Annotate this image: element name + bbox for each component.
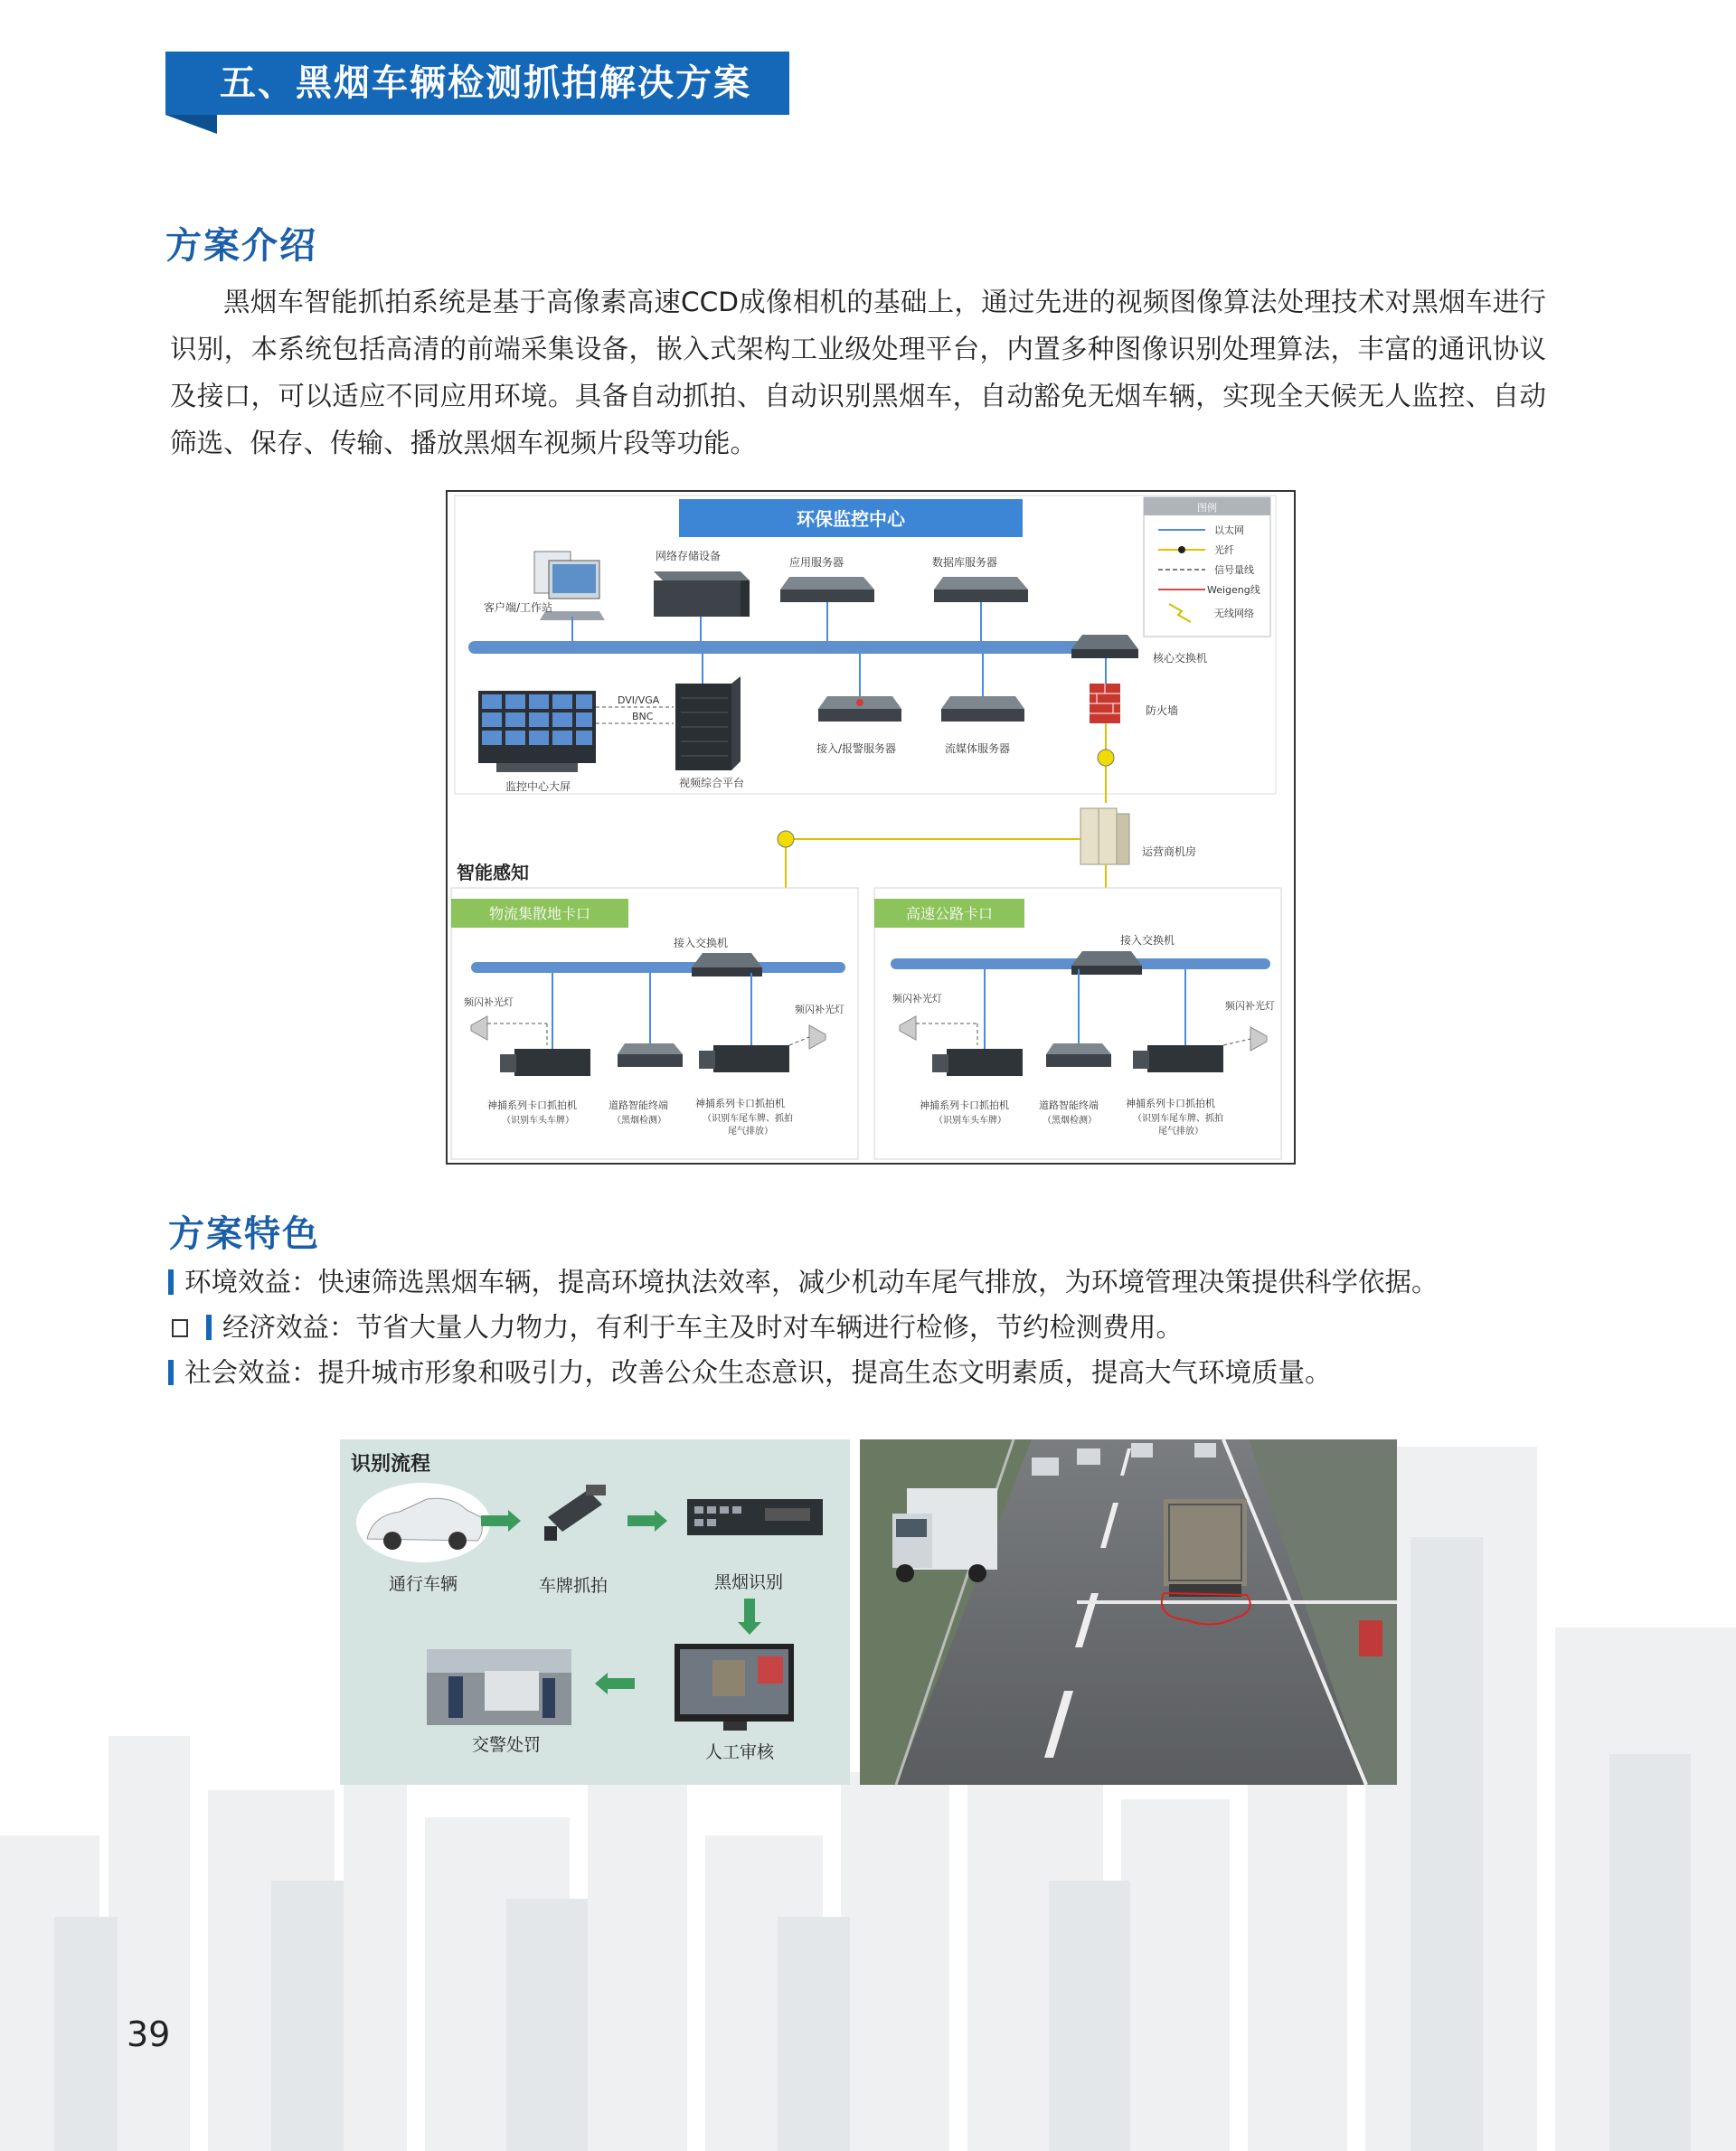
camera-sub-label: （识别车头车牌） <box>934 1116 1006 1126</box>
camera-sub-label: （识别车尾车牌、抓拍 <box>703 1114 793 1124</box>
bullet-bar-icon <box>206 1315 212 1340</box>
site-logistics <box>451 888 858 1159</box>
legend-item: 信号量线 <box>1214 564 1254 576</box>
legend-item: 无线网络 <box>1214 608 1254 619</box>
flow-title: 识别流程 <box>351 1453 431 1476</box>
ethernet-line <box>471 962 845 973</box>
carrier-room-label: 运营商机房 <box>1142 845 1197 858</box>
dvi-label: DVI/VGA <box>618 694 660 706</box>
section-title: 五、黑烟车辆检测抓拍解决方案 <box>220 62 751 104</box>
features-heading: 方案特色 <box>168 1213 320 1255</box>
camera-label: 神捕系列卡口抓拍机 <box>920 1099 1009 1111</box>
db-server-icon <box>934 577 1028 602</box>
access-switch-label: 接入交换机 <box>1120 934 1175 947</box>
camera-label: 神捕系列卡口抓拍机 <box>487 1099 577 1111</box>
video-wall-icon <box>478 691 596 772</box>
terminal-sub-label: （黑烟检测） <box>612 1116 666 1126</box>
white-truck <box>892 1488 997 1582</box>
core-switch-icon <box>1071 635 1138 658</box>
terminal-label: 道路智能终端 <box>609 1099 668 1111</box>
camera-sub-label: （识别车头车牌） <box>502 1116 574 1126</box>
smart-sensing-label: 智能感知 <box>457 862 529 883</box>
feature-text: 经济效益：节省大量人力物力，有利于车主及时对车辆进行检修，节约检测费用。 <box>222 1312 1184 1343</box>
review-monitor-icon <box>675 1644 794 1731</box>
site-highway <box>874 888 1281 1159</box>
feature-text: 社会效益：提升城市形象和吸引力，改善公众生态意识，提高生态文明素质，提高大气环境质量。 <box>184 1357 1332 1388</box>
page-number: 39 <box>127 2014 171 2054</box>
flow-step: 人工审核 <box>704 1742 775 1762</box>
flow-step: 黑烟识别 <box>713 1572 784 1592</box>
app-server-icon <box>780 577 874 602</box>
site-title: 高速公路卡口 <box>905 905 994 922</box>
feature-item <box>168 1264 1439 1300</box>
center-title: 环保监控中心 <box>797 508 905 530</box>
firewall-label: 防火墙 <box>1146 704 1179 717</box>
media-server-label: 流媒体服务器 <box>945 742 1011 755</box>
feature-text: 环境效益：快速筛选黑烟车辆，提高环境执法效率，减少机动车尾气排放，为环境管理决策提供科学依据。 <box>184 1267 1439 1297</box>
flash-label: 频闪补光灯 <box>892 993 942 1005</box>
video-platform-icon <box>675 676 741 770</box>
nas-label: 网络存储设备 <box>656 550 722 562</box>
flash-label: 频闪补光灯 <box>464 996 514 1008</box>
flash-label: 频闪补光灯 <box>795 1004 844 1015</box>
firewall-icon <box>1090 684 1120 723</box>
checkbox-icon <box>172 1319 188 1337</box>
ethernet-backbone <box>468 641 1101 654</box>
alarm-server-icon <box>818 696 901 722</box>
bullet-bar-icon <box>168 1269 174 1295</box>
recognition-device-icon <box>687 1499 823 1535</box>
flow-step: 通行车辆 <box>388 1574 458 1594</box>
camera-label: 神捕系列卡口抓拍机 <box>1126 1098 1215 1109</box>
flash-label: 频闪补光灯 <box>1225 1000 1275 1012</box>
client-label: 客户端/工作站 <box>484 601 553 614</box>
terminal-sub-label: （黑烟检测） <box>1043 1116 1097 1126</box>
banner-fold <box>165 115 217 134</box>
legend-item: 光纤 <box>1214 544 1234 556</box>
nas-icon <box>654 571 750 617</box>
camera-label: 神捕系列卡口抓拍机 <box>695 1098 785 1109</box>
bnc-label: BNC <box>632 711 654 722</box>
intro-paragraph: 黑烟车智能抓拍系统是基于高像素高速CCD成像相机的基础上，通过先进的视频图像算法处理技术对黑烟车进行识别，本系统包括高清的前端采集设备，嵌入式架构工业级处理平台，内置多种图像识别处理算法，丰富的通讯协议及接口，可以适应不同应用环境。具备自动抓拍、自动识别黑烟车，自动豁免无烟车辆，实现全天候无人监控、自动筛选、保存、传输、播放黑烟车视频片段等功能。 <box>170 287 1546 458</box>
feature-item <box>172 1309 1183 1345</box>
video-wall-label: 监控中心大屏 <box>505 780 571 793</box>
legend-title: 图例 <box>1197 502 1217 514</box>
db-server-label: 数据库服务器 <box>932 556 998 569</box>
core-switch-label: 核心交换机 <box>1153 652 1208 665</box>
legend-item: 以太网 <box>1214 524 1244 536</box>
intro-heading: 方案介绍 <box>165 225 317 267</box>
feature-item <box>168 1354 1332 1391</box>
motorcycle <box>1359 1620 1382 1656</box>
road-photo <box>860 1439 1397 1785</box>
access-switch-icon <box>1071 951 1142 966</box>
bullet-bar-icon <box>168 1360 174 1385</box>
recognition-flow-panel <box>340 1439 850 1785</box>
car-icon <box>356 1483 490 1562</box>
road-terminal-icon <box>1046 1043 1111 1067</box>
dump-truck <box>1164 1499 1247 1597</box>
flow-step: 车牌抓拍 <box>538 1576 609 1596</box>
section-title-banner <box>165 52 789 115</box>
flow-step: 交警处罚 <box>471 1735 542 1755</box>
camera-sub-label: 尾气排放） <box>1158 1127 1203 1137</box>
road-terminal-icon <box>618 1043 683 1067</box>
legend <box>1144 497 1270 637</box>
legend-item: Weigeng线 <box>1207 584 1260 596</box>
terminal-label: 道路智能终端 <box>1039 1099 1099 1111</box>
app-server-label: 应用服务器 <box>789 556 844 569</box>
camera-sub-label: （识别车尾车牌、抓拍 <box>1133 1114 1223 1124</box>
video-platform-label: 视频综合平台 <box>679 777 745 789</box>
camera-sub-label: 尾气排放） <box>728 1127 773 1137</box>
carrier-room-icon <box>1080 808 1129 864</box>
media-server-icon <box>941 696 1024 722</box>
police-scene-icon <box>427 1649 571 1725</box>
wireless-icon <box>1098 750 1114 766</box>
site-title: 物流集散地卡口 <box>488 905 591 922</box>
network-diagram <box>446 490 1296 1165</box>
access-switch-icon <box>692 953 762 967</box>
alarm-server-label: 接入/报警服务器 <box>816 742 897 755</box>
access-switch-label: 接入交换机 <box>674 937 729 949</box>
wireless-icon <box>778 831 794 847</box>
